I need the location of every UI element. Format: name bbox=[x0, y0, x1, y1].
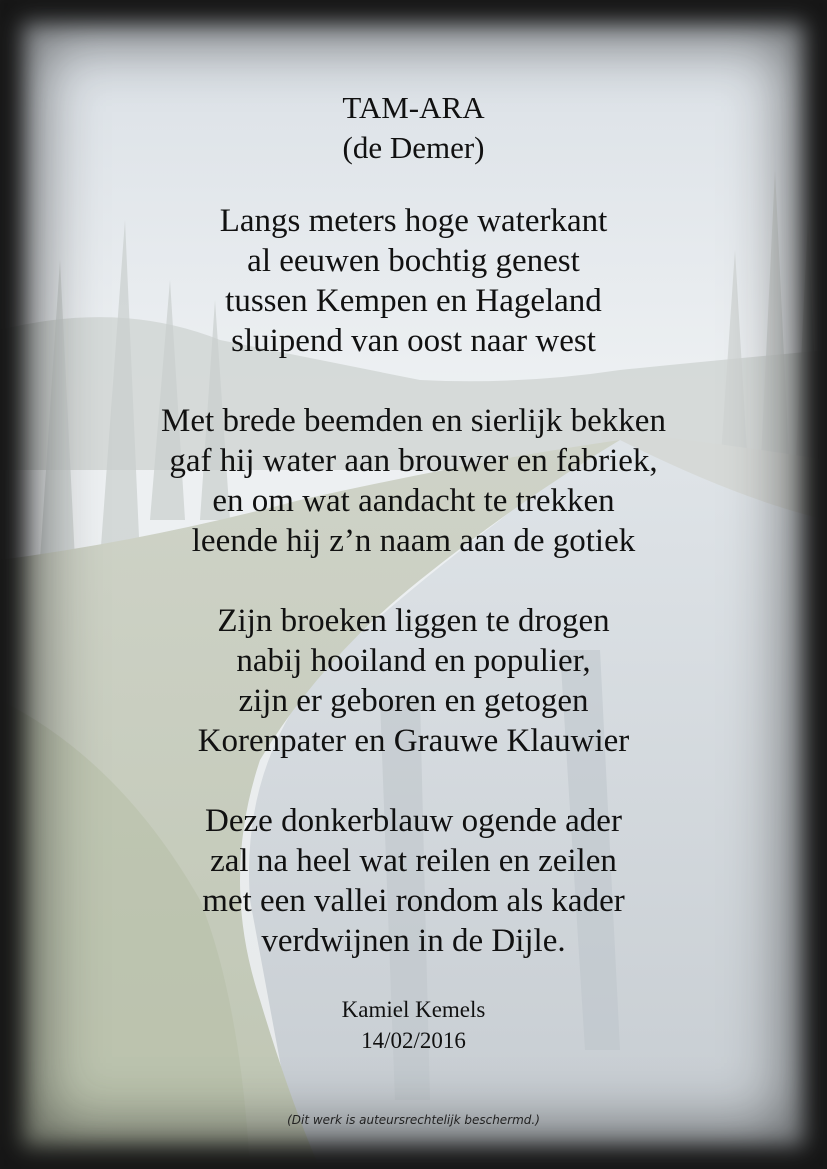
poem-subtitle: (de Demer) bbox=[342, 130, 485, 165]
poem-line: zal na heel wat reilen en zeilen bbox=[210, 843, 617, 879]
poem-date: 14/02/2016 bbox=[361, 1028, 466, 1053]
poem-line: al eeuwen bochtig genest bbox=[247, 243, 580, 279]
stanza-4 bbox=[0, 801, 827, 961]
poem-line: Langs meters hoge waterkant bbox=[219, 203, 608, 239]
poem-line: en om wat aandacht te trekken bbox=[212, 483, 615, 519]
stanza-1 bbox=[0, 201, 827, 361]
poem-line: leende hij z’n naam aan de gotiek bbox=[191, 523, 636, 559]
author-name: Kamiel Kemels bbox=[341, 997, 486, 1022]
poem bbox=[0, 88, 827, 1056]
poem-line: zijn er geboren en getogen bbox=[238, 683, 589, 719]
stanza-3 bbox=[0, 601, 827, 761]
poem-title: TAM-ARA bbox=[342, 90, 485, 125]
poem-line: gaf hij water aan brouwer en fabriek, bbox=[169, 443, 658, 479]
poem-line: Korenpater en Grauwe Klauwier bbox=[197, 723, 630, 759]
poem-line: Deze donkerblauw ogende ader bbox=[205, 803, 622, 839]
poem-line: sluipend van oost naar west bbox=[231, 323, 596, 359]
stanza-2 bbox=[0, 401, 827, 561]
poem-line: Met brede beemden en sierlijk bekken bbox=[161, 403, 666, 439]
copyright-notice: (Dit werk is auteursrechtelijk beschermd.) bbox=[287, 1113, 540, 1127]
poem-line: Zijn broeken liggen te drogen bbox=[217, 603, 610, 639]
poem-line: met een vallei rondom als kader bbox=[202, 883, 625, 919]
poem-line: verdwijnen in de Dijle. bbox=[261, 923, 566, 959]
poem-line: nabij hooiland en populier, bbox=[236, 643, 591, 679]
poem-line: tussen Kempen en Hageland bbox=[225, 283, 602, 319]
